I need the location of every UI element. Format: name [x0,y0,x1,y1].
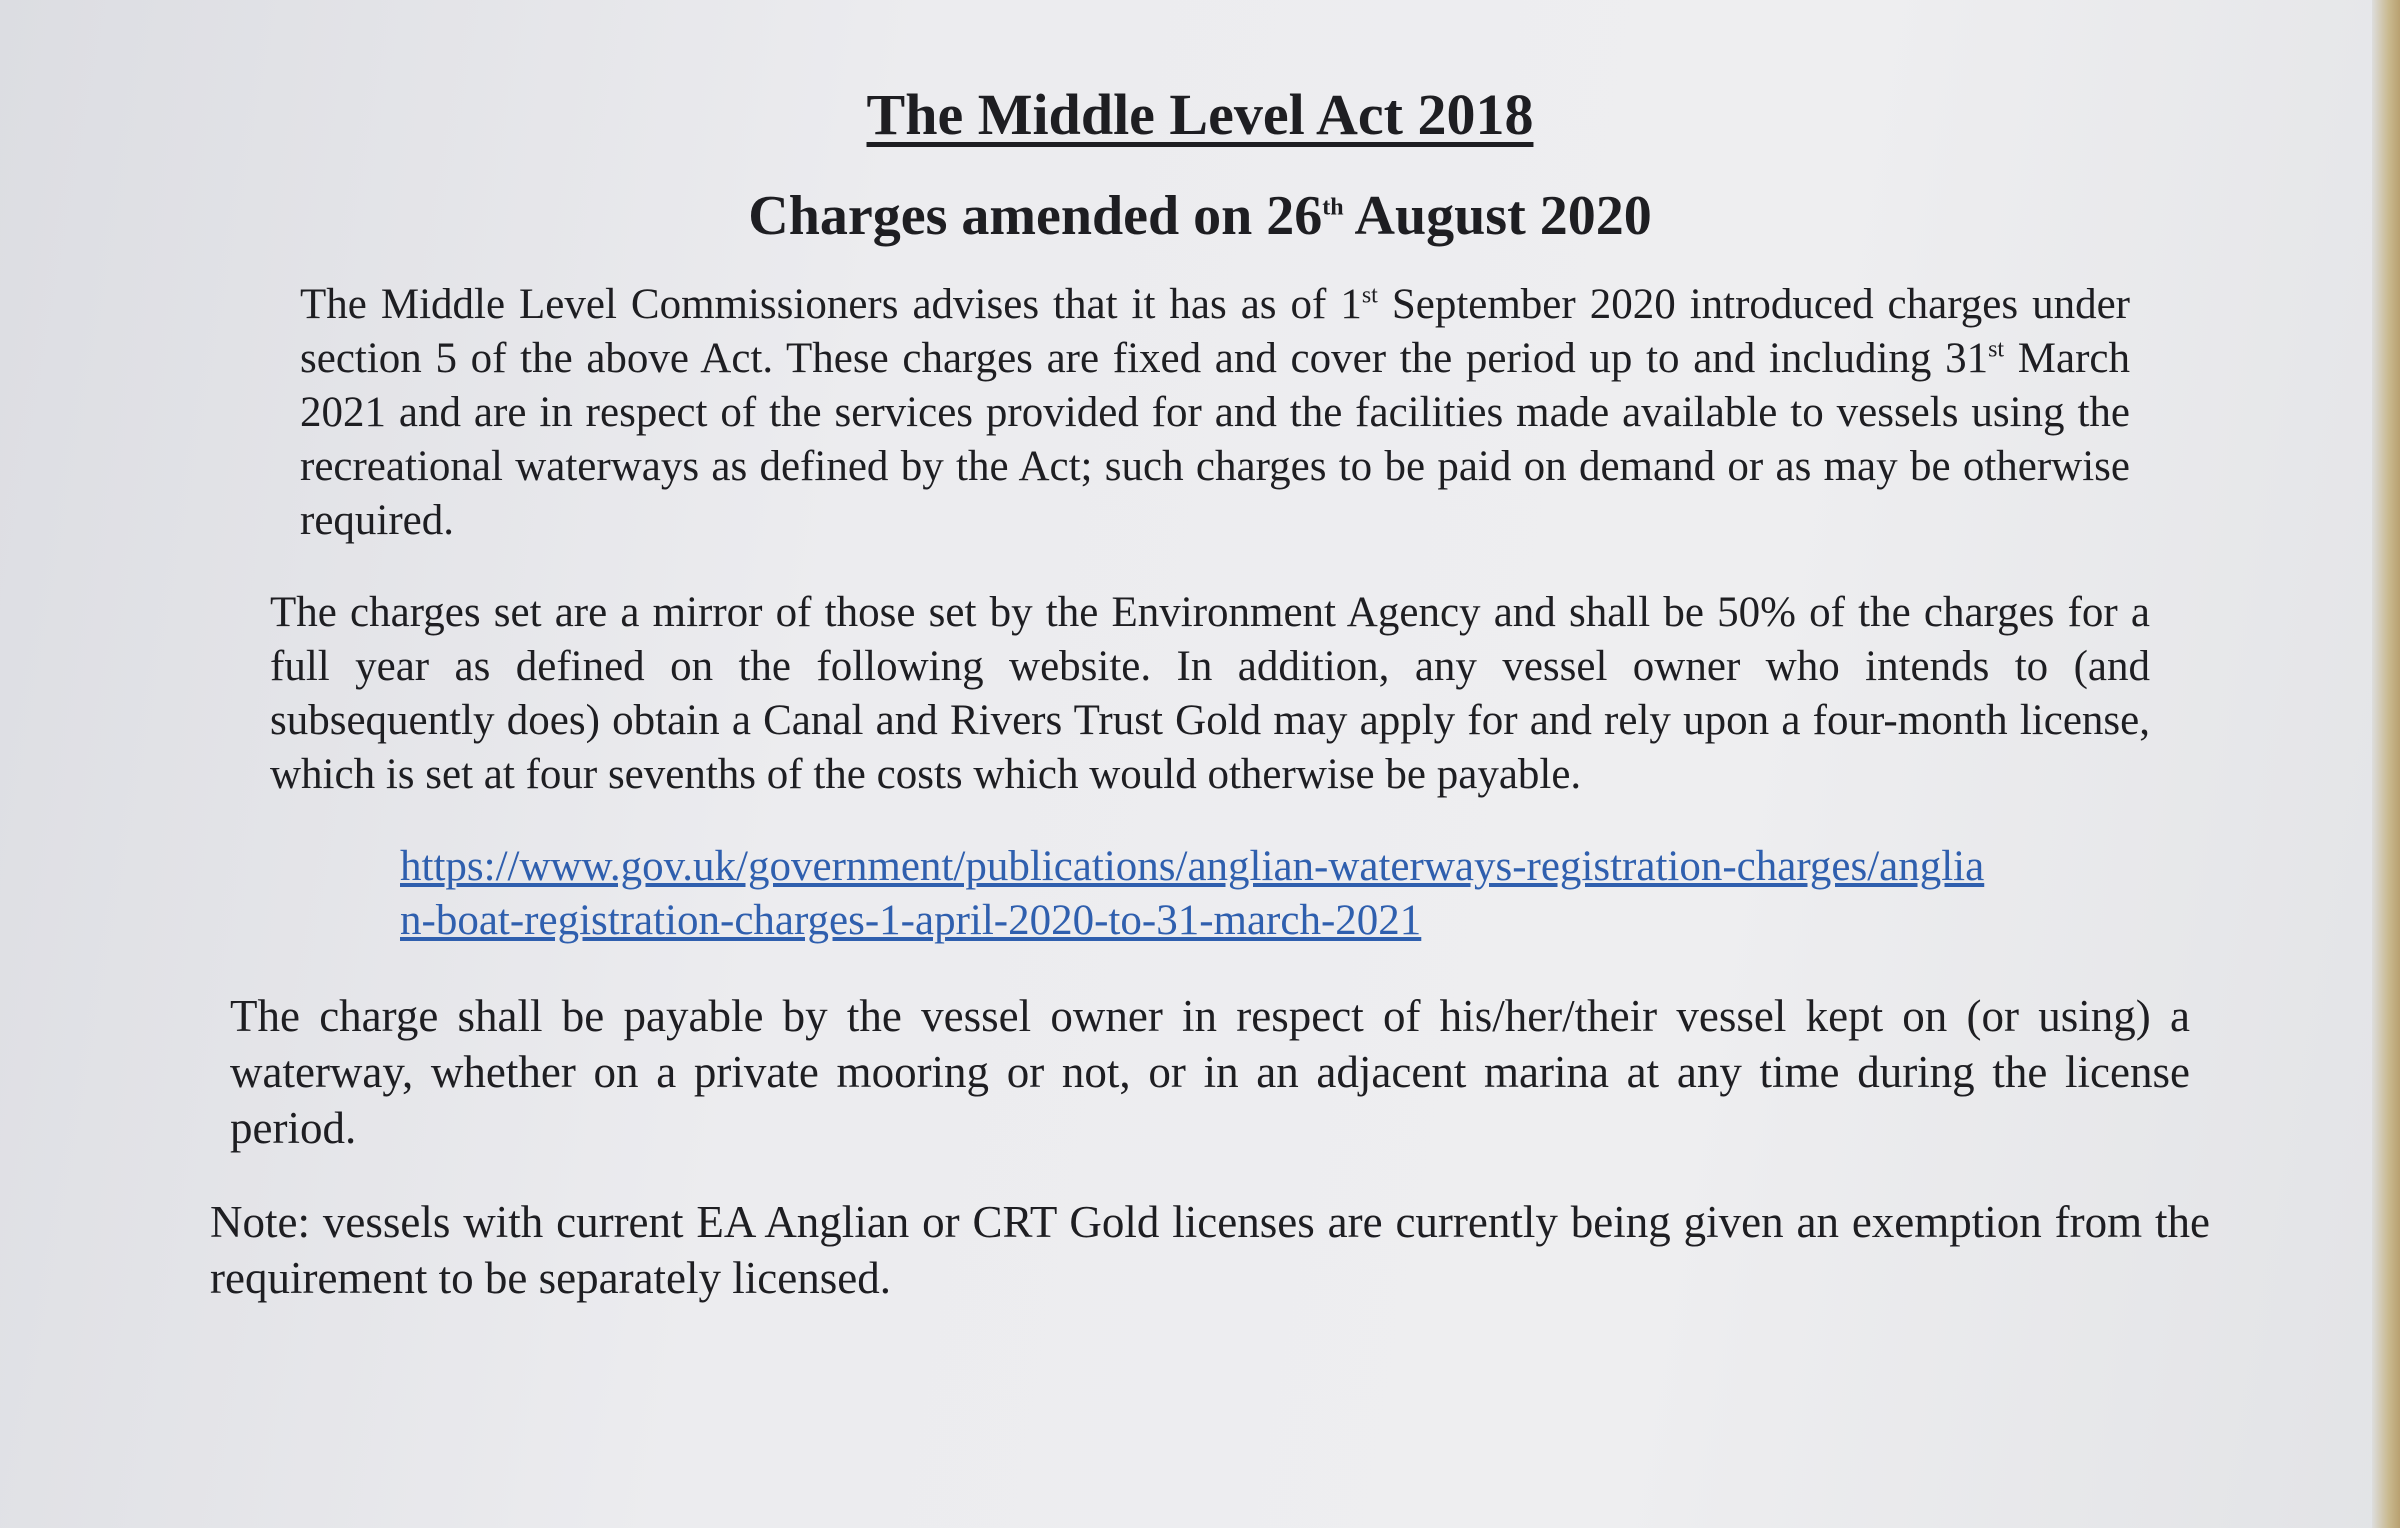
para1-text-c: March 2021 and are in respect of the services provided for and the facilities made available to vessels using the recreational waterways as defined by the Act; such charges to be paid on demand or as may be otherwise required. [300,335,2130,544]
subtitle-sup: th [1322,194,1344,221]
paper-edge [2372,0,2400,1528]
document-title: The Middle Level Act 2018 [866,82,1534,147]
paragraph-note: Note: vessels with current EA Anglian or CRT Gold licenses are currently being given an exemption from the requirement to be separately licensed. [210,1197,2210,1303]
subtitle-text-end: August 2020 [1343,185,1652,247]
paragraph-payable: The charge shall be payable by the vessel owner in respect of his/her/their vessel kept on (or using) a waterway, whether on a private mooring or not, or in an adjacent marina at any time during the license period. [230,991,2190,1153]
notice-document [210,80,2210,1344]
paragraph-charges: The charges set are a mirror of those set by the Environment Agency and shall be 50% of the charges for a full year as defined on the following website. In addition, any vessel owner who intends to (and subsequently does) obtain a Canal and Rivers Trust Gold may apply for and rely upon a four-month license, which is set at four sevenths of the costs which would otherwise be payable. [270,589,2150,798]
paragraph-introduction [300,278,2130,548]
para1-sup-2: st [1988,336,2005,363]
subtitle-text: Charges amended on 26 [748,185,1323,247]
para1-text-a: The Middle Level Commissioners advises that it has as of 1 [300,281,1362,328]
gov-uk-link[interactable]: https://www.gov.uk/government/publications/anglian-waterways-registration-charges/anglian-boat-registration-charges-1-april-2020-to-31-march-2021 [400,843,1985,944]
document-subtitle [250,180,2150,252]
para1-text-b: September 2020 introduced charges under section 5 of the above Act. These charges are fixed and cover the period up to and including 31 [300,281,2130,382]
para1-sup-1: st [1361,282,1378,309]
